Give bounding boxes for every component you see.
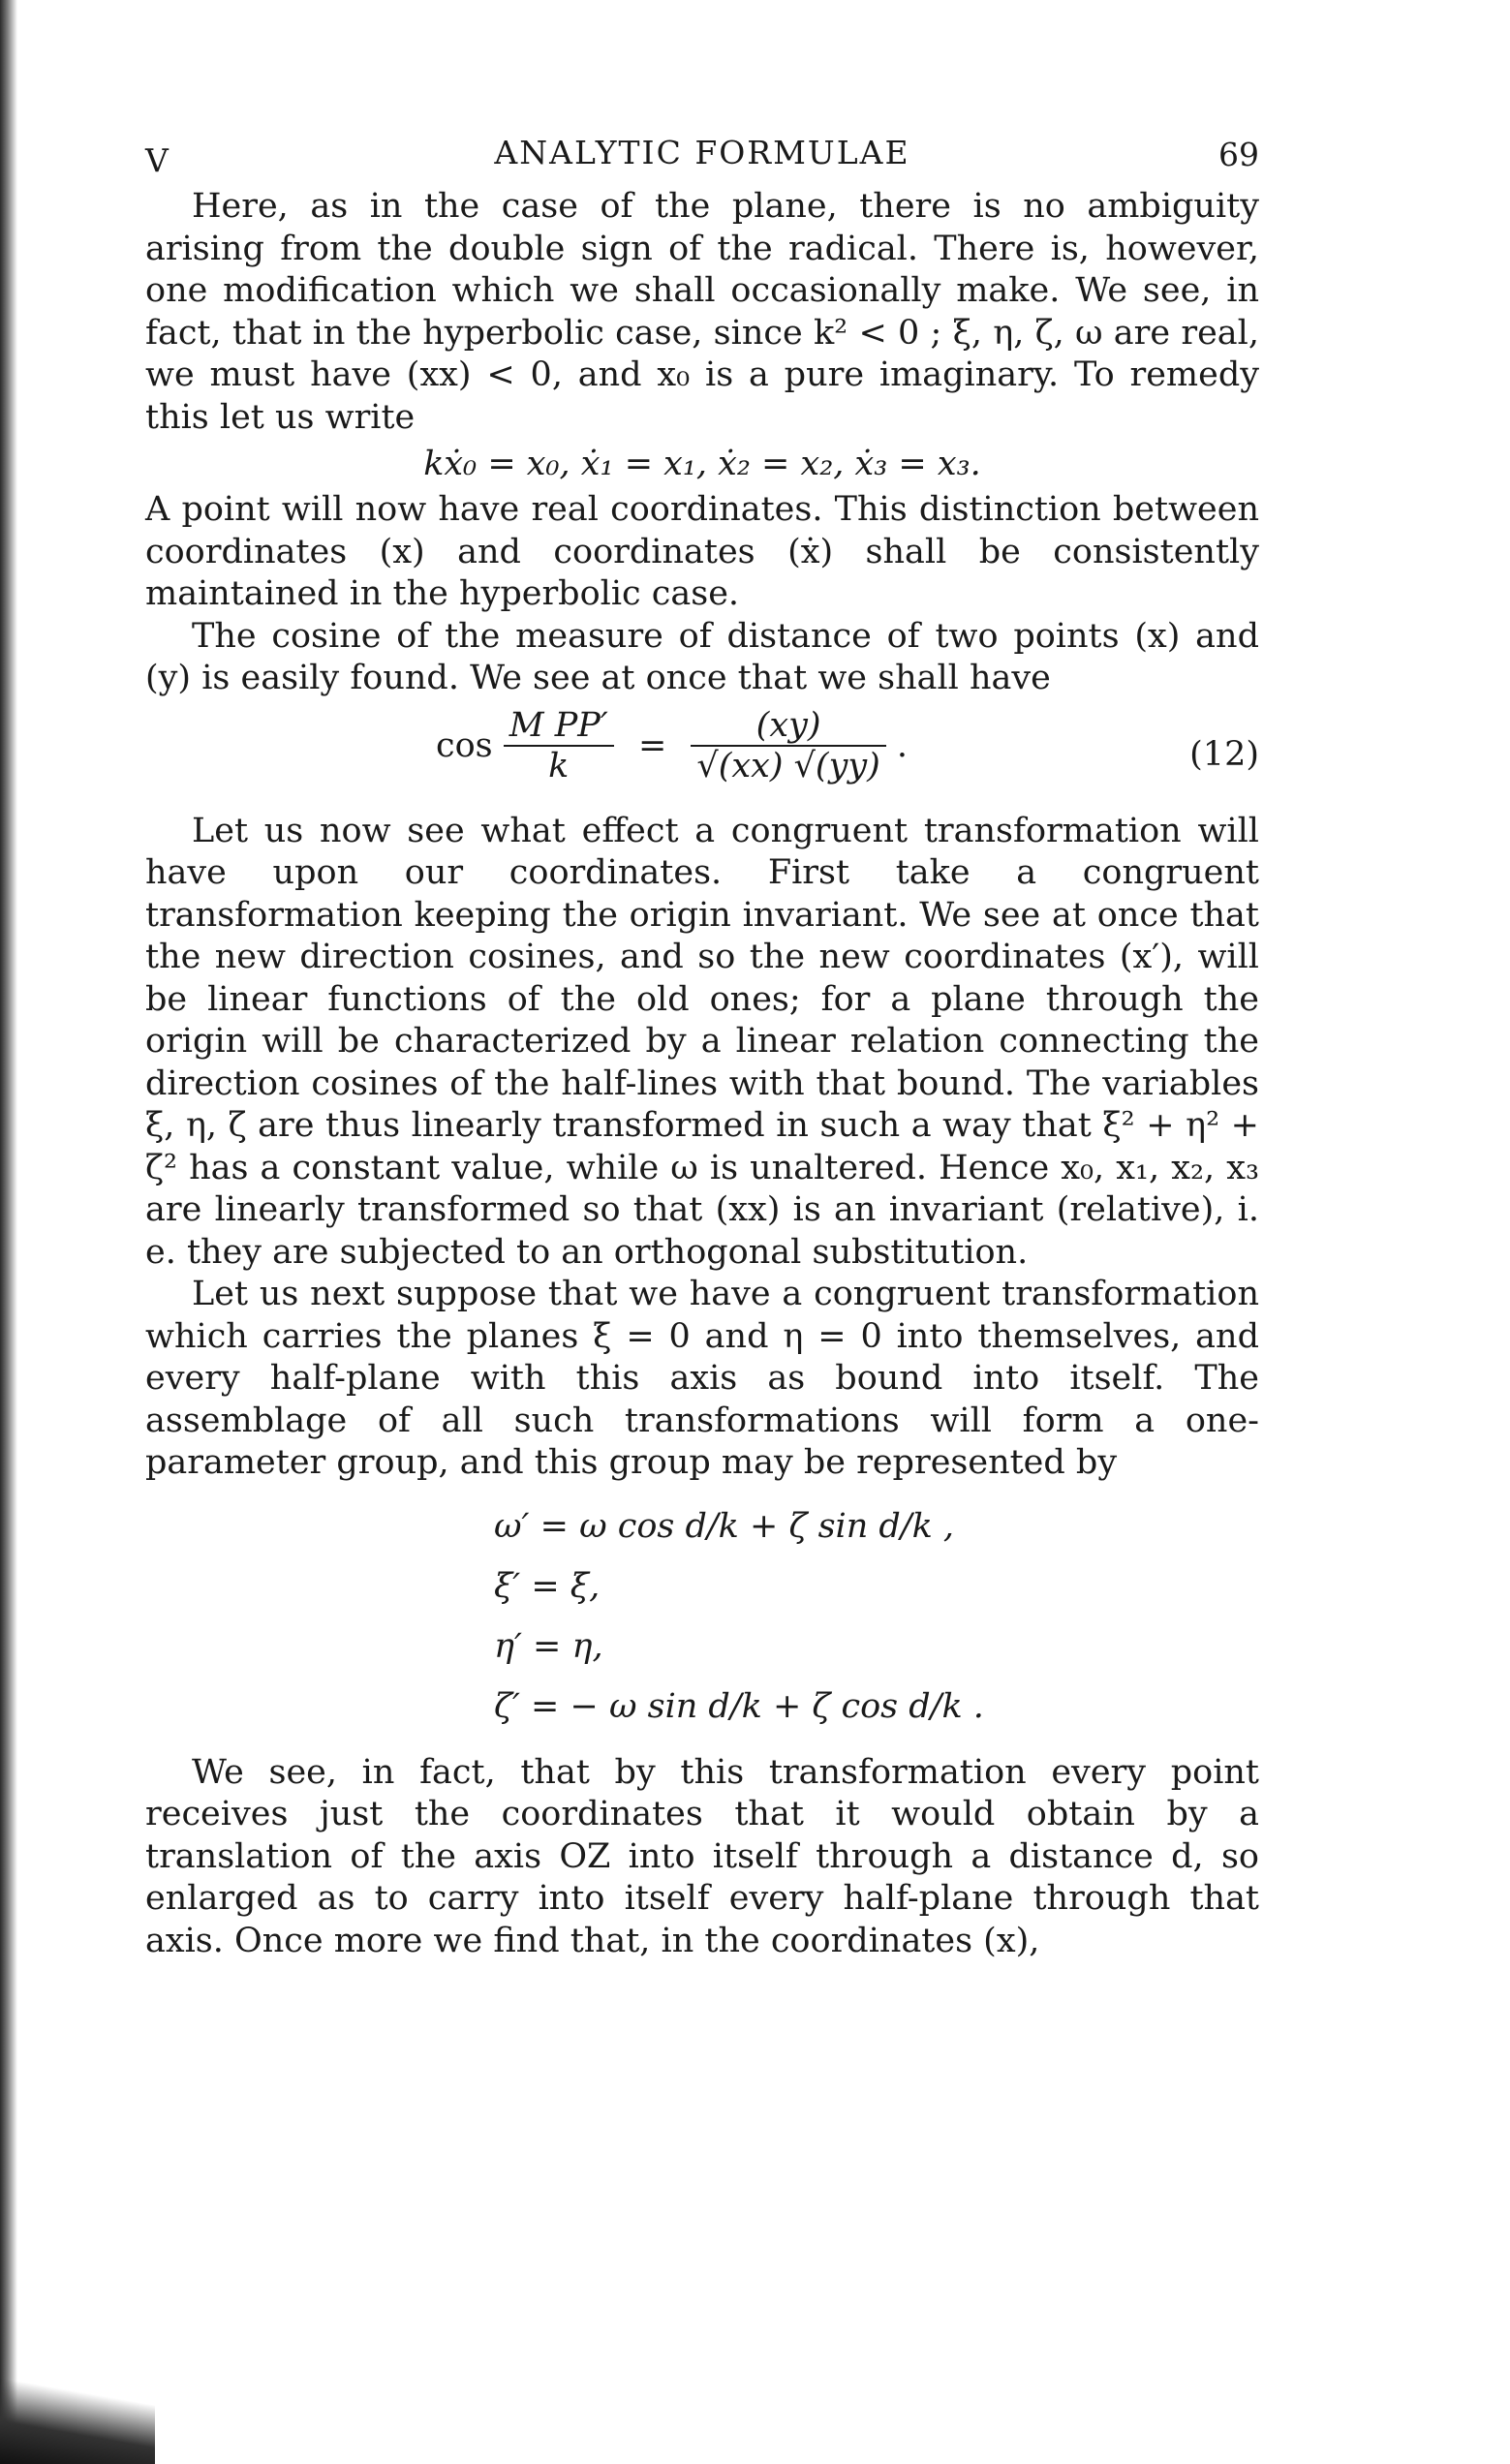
system-line-zeta: ζ′ = − ω sin d/k + ζ cos d/k . <box>494 1686 984 1726</box>
equation-substitution: kẋ₀ = x₀, ẋ₁ = x₁, ẋ₂ = x₂, ẋ₃ = x₃. <box>423 445 981 483</box>
book-page <box>145 128 1259 1962</box>
running-title: ANALYTIC FORMULAE <box>494 134 910 171</box>
system-line-omega: ω′ = ω cos d/k + ζ sin d/k , <box>494 1506 955 1546</box>
eq12-lhs-denominator: k <box>548 746 570 785</box>
paragraph-2: A point will now have real coordinates. This distinction between coordinates (x) and coordinates (ẋ) shall be consistently maintained in the hyperbolic case. <box>145 490 1259 613</box>
eq12-lhs-numerator: M PP′ <box>504 706 614 747</box>
eq12-rhs-fraction <box>691 706 885 785</box>
equation-12: cos $\frac{\text{M PP′}}{k}$ = $\frac{(xy)}{√(xx) √(yy)}$ . (12) <box>436 705 1259 785</box>
equation-number: (12) <box>1189 734 1259 774</box>
page-number: 69 <box>1218 136 1259 173</box>
system-line-eta: η′ = η, <box>494 1626 603 1666</box>
paragraph-3: The cosine of the measure of distance of two points (x) and (y) is easily found. We see at once that we shall have <box>145 616 1259 697</box>
eq12-cos: cos <box>436 725 493 765</box>
paragraph-6: We see, in fact, that by this transformation every point receives just the coordinates that it would obtain by a translation of the axis OZ into itself through a distance d, so enlarged as to carry into itself every half-plane through that axis. Once more we find that, in the coordinates (x), <box>145 1752 1259 1960</box>
eq12-rhs-denominator: √(xx) √(yy) <box>696 746 880 785</box>
paragraph-5: Let us next suppose that we have a congruent transformation which carries the planes ξ = 0 and η = 0 into themselves, and every half-plane with this axis as bound into itself. The assemblage of all such transformations will form a one-parameter group, and this group may be represented by <box>145 1275 1259 1482</box>
scan-corner-shadow <box>0 2348 155 2464</box>
chapter-number: V <box>145 141 169 179</box>
transformation-system <box>494 1496 1259 1737</box>
running-head <box>145 128 1259 186</box>
eq12-lhs-fraction <box>504 706 614 785</box>
paragraph-4: Let us now see what effect a congruent transformation will have upon our coordinates. First take a congruent transformation keeping the origin invariant. We see at once that the new direction cosines, and so the new coordinates (x′), will be linear functions of the old ones; for a plane through the origin will be characterized by a linear relation connecting the direction cosines of the half-lines with that bound. The variables ξ, η, ζ are thus linearly transformed in such a way that ξ² + η² + ζ² has a constant value, while ω is unaltered. Hence x₀, x₁, x₂, x₃ are linearly transformed so that (xx) is an invariant (relative), i. e. they are subjected to an orthogonal substitution. <box>145 811 1259 1272</box>
paragraph-1: Here, as in the case of the plane, there is no ambiguity arising from the double sign of the radical. There is, however, one modification which we shall occasionally make. We see, in fact, that in the hyperbolic case, since k² < 0 ; ξ, η, ζ, ω are real, we must have (xx) < 0, and x₀ is a pure imaginary. To remedy this let us write <box>145 187 1259 437</box>
scan-left-edge-shadow <box>0 0 17 2464</box>
eq12-rhs-numerator: (xy) <box>691 706 885 747</box>
system-line-xi: ξ′ = ξ, <box>494 1566 601 1606</box>
